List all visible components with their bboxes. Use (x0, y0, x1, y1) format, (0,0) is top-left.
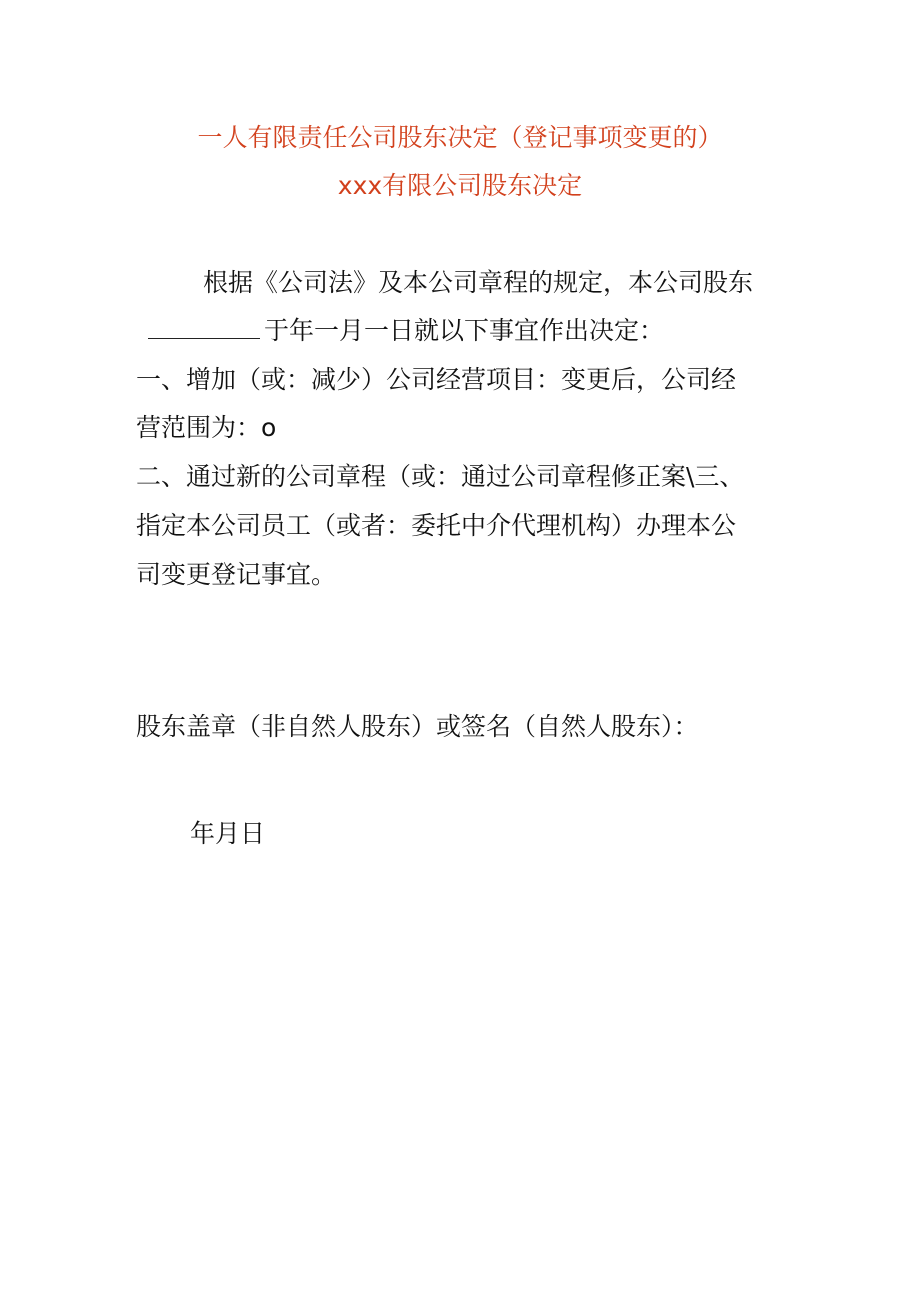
item-1-line-2: 营范围为：o (136, 413, 277, 442)
item-3-line-2: 司变更登记事宜。 (136, 560, 337, 589)
document-subtitle: xxx有限公司股东决定 (337, 171, 583, 200)
date-label: 年月日 (190, 819, 266, 848)
intro-paragraph-line-2 (148, 314, 664, 347)
signature-label: 股东盖章（非自然人股东）或签名（自然人股东）： (136, 712, 699, 741)
item-3-line-1: 指定本公司员工（或者：委托中介代理机构）办理本公 (136, 511, 737, 540)
item-1-line-1: 一、增加（或：减少）公司经营项目：变更后，公司经 (136, 365, 737, 394)
document-title: 一人有限责任公司股东决定（登记事项变更的） (197, 123, 723, 152)
intro-paragraph-line-1: 根据《公司法》及本公司章程的规定，本公司股东 (203, 268, 754, 297)
shareholder-name-blank (148, 314, 260, 339)
item-2-line-1: 二、通过新的公司章程（或：通过公司章程修正案\三、 (136, 462, 745, 491)
intro-paragraph-line-2-text: 于年一月一日就以下事宜作出决定： (264, 316, 665, 345)
